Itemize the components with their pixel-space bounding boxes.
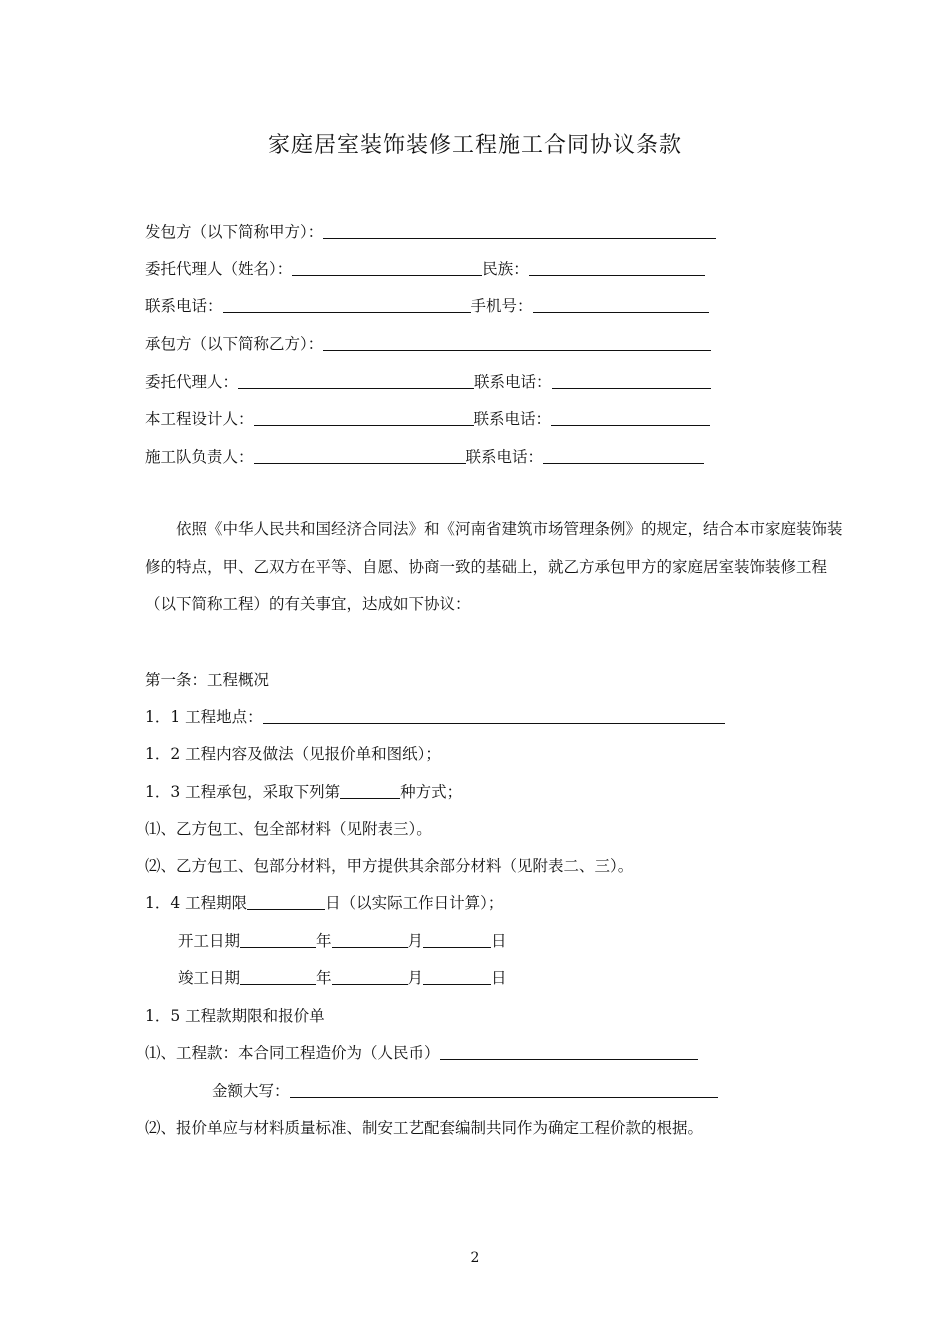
contractor-line <box>145 333 711 355</box>
finish-year-unit: 年 <box>316 969 332 987</box>
payment-price-blank[interactable] <box>440 1044 698 1060</box>
phone-label: 联系电话： <box>145 297 223 315</box>
site-label: 1．1 工程地点： <box>145 708 263 726</box>
finish-day-unit: 日 <box>491 969 507 987</box>
designer-phone-label: 联系电话： <box>473 410 552 428</box>
agent-blank[interactable] <box>238 373 474 389</box>
intro-paragraph: 依照《中华人民共和国经济合同法》和《河南省建筑市场管理条例》的规定，结合本市家庭装饰装修的特点，甲、乙双方在平等、自愿、协商一致的基础上，就乙方承包甲方的家庭居室装饰装修工程（以下简称工程）的有关事宜，达成如下协议： <box>145 520 843 613</box>
contractor-blank[interactable] <box>323 335 711 351</box>
employer-line <box>145 221 716 243</box>
designer-blank[interactable] <box>254 410 474 426</box>
payment-price-line <box>145 1042 698 1064</box>
mode-prefix: 1．3 工程承包，采取下列第 <box>145 783 341 801</box>
amount-blank[interactable] <box>290 1082 718 1098</box>
mobile-label: 手机号： <box>470 297 533 315</box>
team-leader-label: 施工队负责人： <box>145 448 254 466</box>
employer-blank[interactable] <box>323 223 716 239</box>
article1-heading: 第一条：工程概况 <box>145 671 270 689</box>
mode-suffix: 种方式； <box>400 783 463 801</box>
designer-label: 本工程设计人： <box>145 410 254 428</box>
start-month-unit: 月 <box>407 932 424 950</box>
start-year-blank[interactable] <box>240 932 316 948</box>
period-suffix: 日（以实际工作日计算）； <box>325 894 504 912</box>
agent-label: 委托代理人： <box>145 373 239 391</box>
start-day-blank[interactable] <box>423 932 491 948</box>
contractor-label: 承包方（以下简称乙方）： <box>145 335 324 353</box>
team-leader-line <box>145 446 704 468</box>
site-line <box>145 706 725 728</box>
agent-name-blank[interactable] <box>292 260 482 276</box>
employer-label: 发包方（以下简称甲方）： <box>145 223 324 241</box>
site-blank[interactable] <box>263 708 725 724</box>
finish-month-blank[interactable] <box>332 969 408 985</box>
finish-month-unit: 月 <box>407 969 424 987</box>
amount-label: 金额大写： <box>212 1082 290 1100</box>
mode-blank[interactable] <box>340 783 400 799</box>
quote-basis: ⑵、报价单应与材料质量标准、制安工艺配套编制共同作为确定工程价款的根据。 <box>145 1119 704 1137</box>
mobile-blank[interactable] <box>533 297 709 313</box>
phone-blank[interactable] <box>223 297 471 313</box>
start-date-line <box>178 930 507 952</box>
period-line <box>145 892 503 914</box>
ethnicity-blank[interactable] <box>529 260 705 276</box>
agent-phone-label: 联系电话： <box>474 373 552 391</box>
finish-year-blank[interactable] <box>240 969 316 985</box>
mode-option-1: ⑴、乙方包工、包全部材料（见附表三）。 <box>145 820 432 838</box>
team-phone-label: 联系电话： <box>465 448 544 466</box>
start-month-blank[interactable] <box>332 932 408 948</box>
designer-line <box>145 408 710 430</box>
payment-heading: 1．5 工程款期限和报价单 <box>145 1007 325 1025</box>
phone-line <box>145 295 709 317</box>
start-year-unit: 年 <box>316 932 332 950</box>
team-phone-blank[interactable] <box>543 448 704 464</box>
start-label: 开工日期 <box>178 932 241 950</box>
finish-date-line <box>178 967 507 989</box>
agent-line <box>145 371 711 393</box>
amount-line <box>212 1080 718 1102</box>
period-prefix: 1．4 工程期限 <box>145 894 248 912</box>
designer-phone-blank[interactable] <box>551 410 710 426</box>
period-blank[interactable] <box>247 894 325 910</box>
payment-price-label: ⑴、工程款：本合同工程造价为（人民币） <box>145 1044 440 1062</box>
agent-name-line <box>145 258 705 280</box>
mode-line <box>145 781 462 803</box>
page-title: 家庭居室装饰装修工程施工合同协议条款 <box>267 133 682 158</box>
finish-label: 竣工日期 <box>178 969 241 987</box>
page-number: 2 <box>470 1250 480 1266</box>
finish-day-blank[interactable] <box>423 969 491 985</box>
start-day-unit: 日 <box>491 932 507 950</box>
ethnicity-label: 民族： <box>482 260 529 278</box>
agent-name-label: 委托代理人（姓名）： <box>145 260 293 278</box>
team-leader-blank[interactable] <box>254 448 466 464</box>
content-line: 1．2 工程内容及做法（见报价单和图纸）； <box>145 745 441 763</box>
agent-phone-blank[interactable] <box>552 373 711 389</box>
mode-option-2: ⑵、乙方包工、包部分材料，甲方提供其余部分材料（见附表二、三）。 <box>145 857 634 875</box>
